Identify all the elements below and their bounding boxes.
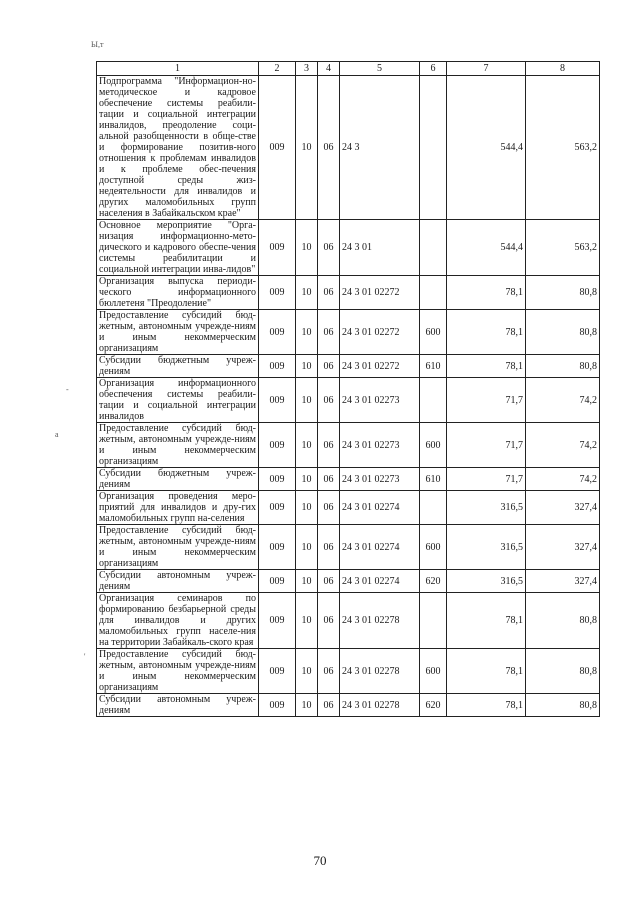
subsection-code: 06	[318, 310, 340, 355]
expense-type-code: 600	[420, 525, 447, 570]
table-row	[97, 310, 600, 355]
amount-year-1: 71,7	[447, 378, 526, 423]
column-number: 4	[318, 62, 340, 76]
section-code: 10	[296, 593, 318, 649]
section-code: 10	[296, 378, 318, 423]
subsection-code: 06	[318, 570, 340, 593]
amount-year-1: 316,5	[447, 491, 526, 525]
expense-type-code	[420, 491, 447, 525]
column-number: 2	[259, 62, 296, 76]
target-article-code: 24 3 01 02272	[340, 355, 420, 378]
subsection-code: 06	[318, 220, 340, 276]
column-number: 7	[447, 62, 526, 76]
table-row	[97, 355, 600, 378]
amount-year-2: 80,8	[526, 355, 600, 378]
subsection-code: 06	[318, 76, 340, 220]
table-row	[97, 525, 600, 570]
ministry-code: 009	[259, 276, 296, 310]
ministry-code: 009	[259, 491, 296, 525]
expense-type-code	[420, 593, 447, 649]
target-article-code: 24 3 01 02278	[340, 649, 420, 694]
amount-year-1: 78,1	[447, 593, 526, 649]
column-number: 3	[296, 62, 318, 76]
expense-type-code	[420, 378, 447, 423]
ministry-code: 009	[259, 355, 296, 378]
ministry-code: 009	[259, 378, 296, 423]
expense-type-code	[420, 76, 447, 220]
expense-type-code: 600	[420, 423, 447, 468]
row-description: Субсидии автономным учреж-дениям	[97, 694, 259, 717]
amount-year-2: 327,4	[526, 525, 600, 570]
ministry-code: 009	[259, 310, 296, 355]
target-article-code: 24 3	[340, 76, 420, 220]
row-description: Основное мероприятие "Орга-низация информационно-мето-дического и кадрового обеспе-чения системы реабилитации и социальной интеграции инва-лидов"	[97, 220, 259, 276]
table-row	[97, 378, 600, 423]
table-row	[97, 694, 600, 717]
scan-artifact-mark: а	[55, 430, 59, 439]
target-article-code: 24 3 01 02274	[340, 570, 420, 593]
amount-year-2: 80,8	[526, 649, 600, 694]
row-description: Организация проведения меро-приятий для инвалидов и дру-гих маломобильных групп на-селения	[97, 491, 259, 525]
amount-year-2: 74,2	[526, 378, 600, 423]
target-article-code: 24 3 01 02273	[340, 378, 420, 423]
subsection-code: 06	[318, 694, 340, 717]
amount-year-1: 544,4	[447, 76, 526, 220]
target-article-code: 24 3 01 02278	[340, 694, 420, 717]
scan-artifact-mark: Ы,т	[91, 40, 104, 49]
amount-year-1: 316,5	[447, 525, 526, 570]
amount-year-1: 71,7	[447, 468, 526, 491]
expense-type-code: 600	[420, 310, 447, 355]
amount-year-2: 563,2	[526, 76, 600, 220]
table-row	[97, 76, 600, 220]
amount-year-1: 78,1	[447, 355, 526, 378]
amount-year-1: 78,1	[447, 310, 526, 355]
amount-year-1: 78,1	[447, 694, 526, 717]
column-number: 6	[420, 62, 447, 76]
scan-artifact-mark: -	[66, 385, 69, 394]
expense-type-code: 600	[420, 649, 447, 694]
table-row	[97, 220, 600, 276]
row-description: Организация семинаров по формированию безбарьерной среды для инвалидов и других маломобильных групп населе-ния на территории Забайкаль-ского края	[97, 593, 259, 649]
ministry-code: 009	[259, 649, 296, 694]
section-code: 10	[296, 694, 318, 717]
subsection-code: 06	[318, 378, 340, 423]
row-description: Предоставление субсидий бюд-жетным, автономным учрежде-ниям и иным некоммерческим организациям	[97, 525, 259, 570]
expense-type-code: 610	[420, 355, 447, 378]
ministry-code: 009	[259, 76, 296, 220]
subsection-code: 06	[318, 491, 340, 525]
target-article-code: 24 3 01 02272	[340, 276, 420, 310]
amount-year-1: 71,7	[447, 423, 526, 468]
expense-type-code: 610	[420, 468, 447, 491]
subsection-code: 06	[318, 525, 340, 570]
row-description: Подпрограмма "Информацион-но-методическое и кадровое обеспечение системы реабили-тации и социальной интеграции инвалидов, преодоление соци-альной разобщенности в обще-стве и формирование позитив-ного отношения к проблемам инвалидов и к проблеме обес-печения доступной среды жиз-недеятельности для инвалидов и других маломобильных групп населения в Забайкальском крае"	[97, 76, 259, 220]
section-code: 10	[296, 570, 318, 593]
column-number: 5	[340, 62, 420, 76]
section-code: 10	[296, 423, 318, 468]
expense-type-code	[420, 276, 447, 310]
target-article-code: 24 3 01 02274	[340, 491, 420, 525]
amount-year-2: 80,8	[526, 694, 600, 717]
expense-type-code: 620	[420, 570, 447, 593]
section-code: 10	[296, 276, 318, 310]
amount-year-1: 78,1	[447, 276, 526, 310]
amount-year-2: 74,2	[526, 423, 600, 468]
subsection-code: 06	[318, 276, 340, 310]
subsection-code: 06	[318, 593, 340, 649]
table-row	[97, 468, 600, 491]
table-row	[97, 593, 600, 649]
ministry-code: 009	[259, 694, 296, 717]
amount-year-2: 80,8	[526, 310, 600, 355]
page-number: 70	[313, 853, 327, 868]
ministry-code: 009	[259, 220, 296, 276]
section-code: 10	[296, 355, 318, 378]
amount-year-2: 327,4	[526, 491, 600, 525]
section-code: 10	[296, 76, 318, 220]
amount-year-1: 544,4	[447, 220, 526, 276]
amount-year-2: 563,2	[526, 220, 600, 276]
expense-type-code: 620	[420, 694, 447, 717]
target-article-code: 24 3 01 02274	[340, 525, 420, 570]
amount-year-1: 78,1	[447, 649, 526, 694]
ministry-code: 009	[259, 570, 296, 593]
target-article-code: 24 3 01 02273	[340, 468, 420, 491]
target-article-code: 24 3 01	[340, 220, 420, 276]
subsection-code: 06	[318, 423, 340, 468]
row-description: Субсидии бюджетным учреж-дениям	[97, 355, 259, 378]
ministry-code: 009	[259, 593, 296, 649]
section-code: 10	[296, 220, 318, 276]
row-description: Организация выпуска периоди-ческого информационного бюллетеня "Преодоление"	[97, 276, 259, 310]
ministry-code: 009	[259, 423, 296, 468]
budget-allocation-table	[96, 61, 600, 717]
section-code: 10	[296, 525, 318, 570]
target-article-code: 24 3 01 02272	[340, 310, 420, 355]
table-row	[97, 423, 600, 468]
table-row	[97, 276, 600, 310]
amount-year-2: 74,2	[526, 468, 600, 491]
row-description: Субсидии автономным учреж-дениям	[97, 570, 259, 593]
table-row	[97, 491, 600, 525]
amount-year-2: 80,8	[526, 276, 600, 310]
target-article-code: 24 3 01 02273	[340, 423, 420, 468]
section-code: 10	[296, 310, 318, 355]
table-row	[97, 649, 600, 694]
target-article-code: 24 3 01 02278	[340, 593, 420, 649]
amount-year-2: 327,4	[526, 570, 600, 593]
row-description: Организация информационного обеспечения системы реабили-тации и социальной интеграции инвалидов	[97, 378, 259, 423]
column-number-header-row	[97, 62, 600, 76]
column-number: 1	[97, 62, 259, 76]
subsection-code: 06	[318, 468, 340, 491]
table-row	[97, 570, 600, 593]
row-description: Предоставление субсидий бюд-жетным, автономным учрежде-ниям и иным некоммерческим организациям	[97, 310, 259, 355]
row-description: Предоставление субсидий бюд-жетным, автономным учрежде-ниям и иным некоммерческим организациям	[97, 423, 259, 468]
section-code: 10	[296, 491, 318, 525]
section-code: 10	[296, 649, 318, 694]
subsection-code: 06	[318, 649, 340, 694]
expense-type-code	[420, 220, 447, 276]
amount-year-1: 316,5	[447, 570, 526, 593]
row-description: Предоставление субсидий бюд-жетным, автономным учрежде-ниям и иным некоммерческим организациям	[97, 649, 259, 694]
ministry-code: 009	[259, 468, 296, 491]
amount-year-2: 80,8	[526, 593, 600, 649]
scan-artifact-mark: '	[84, 652, 86, 661]
ministry-code: 009	[259, 525, 296, 570]
row-description: Субсидии бюджетным учреж-дениям	[97, 468, 259, 491]
section-code: 10	[296, 468, 318, 491]
subsection-code: 06	[318, 355, 340, 378]
column-number: 8	[526, 62, 600, 76]
